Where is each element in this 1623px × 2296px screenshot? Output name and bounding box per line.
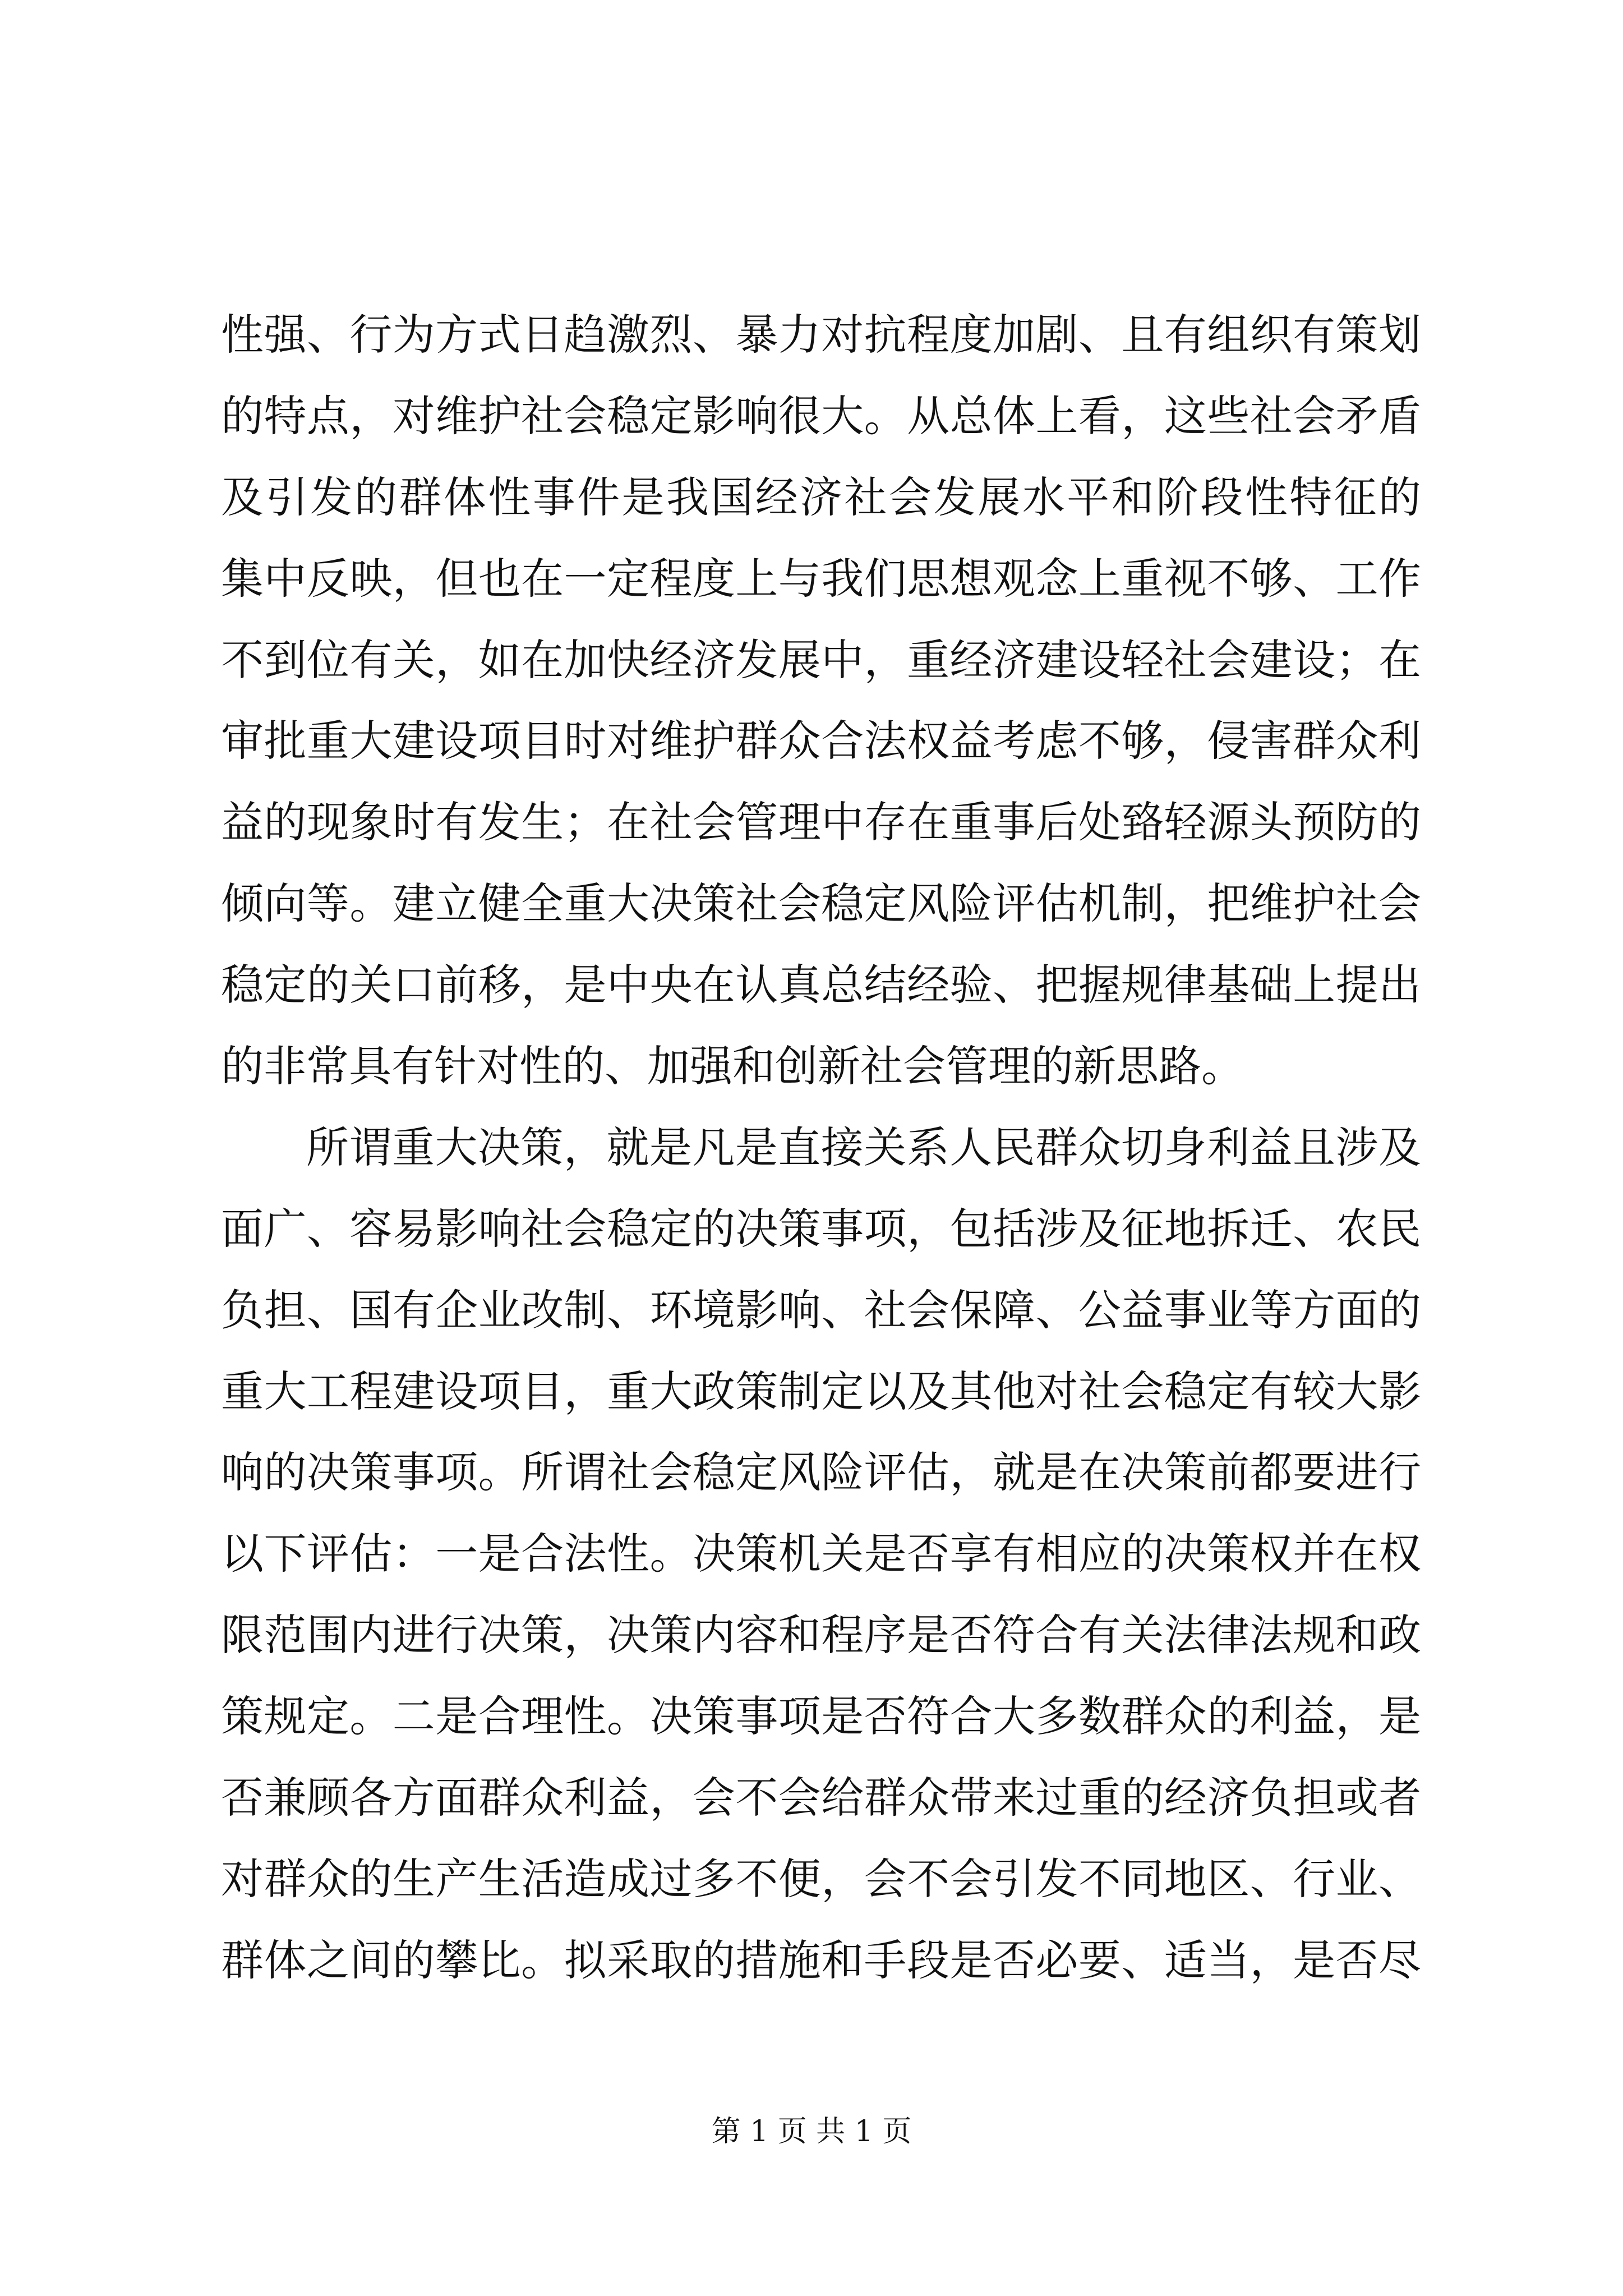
text-line: 响的决策事项。所谓社会稳定风险评估，就是在决策前都要进行 [221,1447,1421,1498]
text-line: 及引发的群体性事件是我国经济社会发展水平和阶段性特征的 [221,472,1421,522]
document-body [221,295,1421,2001]
text-line: 益的现象时有发生；在社会管理中存在重事后处臵轻源头预防的 [221,797,1421,848]
text-line: 对群众的生产生活造成过多不便，会不会引发不同地区、行业、 [221,1853,1421,1904]
page-footer [0,2109,1623,2154]
text-line: 以下评估：一是合法性。决策机关是否享有相应的决策权并在权 [221,1529,1421,1579]
text-line: 的特点，对维护社会稳定影响很大。从总体上看，这些社会矛盾 [221,390,1421,441]
text-line: 否兼顾各方面群众利益，会不会给群众带来过重的经济负担或者 [221,1773,1421,1823]
text-line: 负担、国有企业改制、环境影响、社会保障、公益事业等方面的 [221,1285,1421,1335]
text-line: 倾向等。建立健全重大决策社会稳定风险评估机制，把维护社会 [221,878,1421,929]
text-line: 重大工程建设项目，重大政策制定以及其他对社会稳定有较大影 [221,1366,1421,1416]
text-line: 群体之间的攀比。拟采取的措施和手段是否必要、适当，是否尽 [221,1935,1421,1985]
text-line: 所谓重大决策，就是凡是直接关系人民群众切身利益且涉及 [306,1122,1421,1172]
text-line: 的非常具有针对性的、加强和创新社会管理的新思路。 [221,1041,1244,1092]
text-line: 稳定的关口前移，是中央在认真总结经验、把握规律基础上提出 [221,960,1421,1010]
text-line: 限范围内进行决策，决策内容和程序是否符合有关法律法规和政 [221,1610,1421,1660]
text-line: 面广、容易影响社会稳定的决策事项，包括涉及征地拆迁、农民 [221,1203,1421,1254]
paragraph [221,295,1421,1107]
text-line: 集中反映，但也在一定程度上与我们思想观念上重视不够、工作 [221,553,1421,604]
text-line: 审批重大建设项目时对维护群众合法权益考虑不够，侵害群众利 [221,716,1421,766]
text-line: 不到位有关，如在加快经济发展中，重经济建设轻社会建设；在 [221,634,1421,685]
page-number: 第 1 页 共 1 页 [711,2115,912,2148]
text-line: 性强、行为方式日趋激烈、暴力对抗程度加剧、且有组织有策划 [221,310,1421,360]
paragraph [221,1107,1421,2001]
text-line: 策规定。二是合理性。决策事项是否符合大多数群众的利益，是 [221,1691,1421,1742]
